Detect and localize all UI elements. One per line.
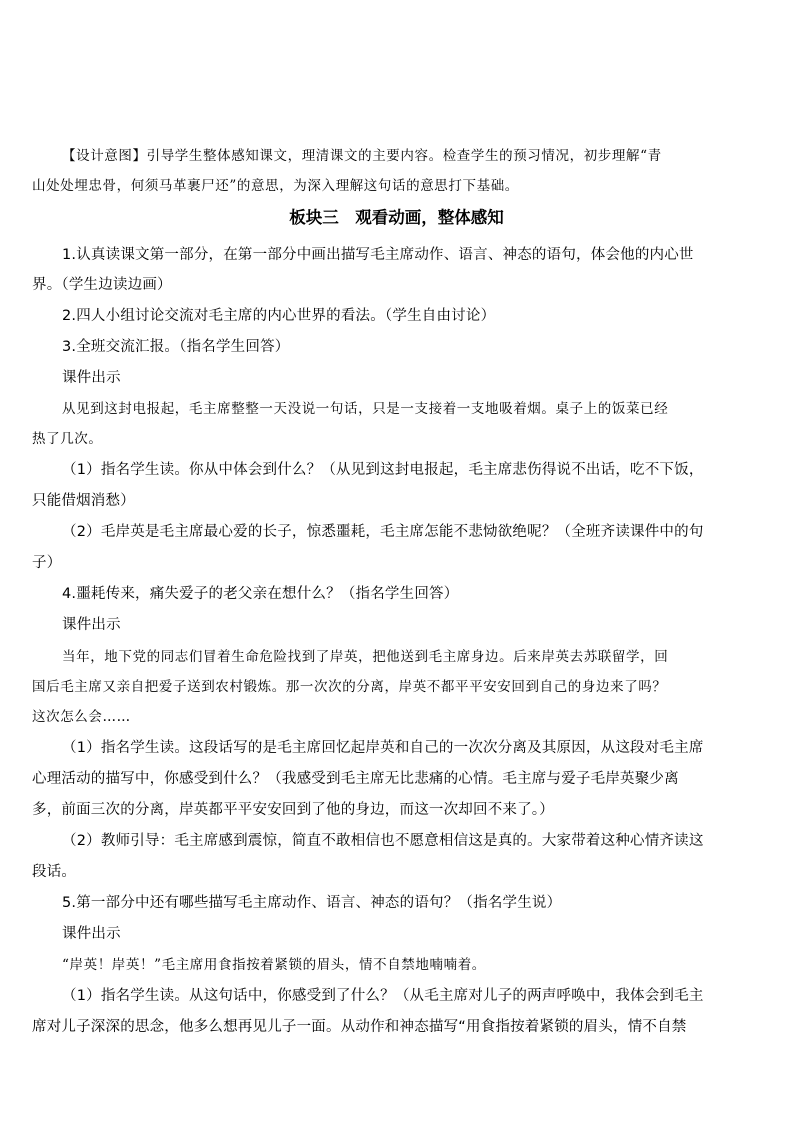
courseware-label-1: 课件出示 bbox=[62, 370, 121, 386]
step-5: 5.第一部分中还有哪些描写毛主席动作、语言、神态的语句？（指名学生说） bbox=[62, 895, 562, 911]
step-4: 4.噩耗传来，痛失爱子的老父亲在想什么？（指名学生回答） bbox=[62, 586, 459, 602]
quote-2-line-3: 这次怎么会…… bbox=[32, 709, 131, 725]
answer-3-line-2: 心理活动的描写中，你感受到什么？（我感受到毛主席无比悲痛的心情。毛主席与爱子毛岸英聚少离 bbox=[32, 771, 679, 787]
section-title: 板块三 观看动画，整体感知 bbox=[289, 208, 504, 227]
quote-2-line-1: 当年，地下党的同志们冒着生命危险找到了岸英，把他送到毛主席身边。后来岸英去苏联留学，回 bbox=[62, 649, 669, 665]
step-1-line-2: 界。（学生边读边画） bbox=[32, 277, 172, 293]
answer-3-line-3: 多，前面三次的分离，岸英都平平安安回到了他的身边，而这一次却回不来了。） bbox=[32, 802, 554, 818]
answer-2-line-2: 子） bbox=[32, 555, 62, 571]
design-intent-line-2: 山处处埋忠骨，何须马革裹尸还”的意思，为深入理解这句话的意思打下基础。 bbox=[32, 178, 519, 194]
answer-1-line-2: 只能借烟消愁） bbox=[32, 493, 135, 509]
answer-5-line-2: 席对儿子深深的思念，他多么想再见儿子一面。从动作和神态描写“用食指按着紧锁的眉头，情不自禁 bbox=[32, 1019, 687, 1035]
quote-2-line-2: 国后毛主席又亲自把爱子送到农村锻炼。那一次次的分离，岸英不都平平安安回到自己的身边来了吗？ bbox=[32, 679, 667, 695]
answer-4-line-2: 段话。 bbox=[32, 864, 77, 880]
answer-2-line-1: （2）毛岸英是毛主席最心爱的长子，惊悉噩耗，毛主席怎能不悲恸欲绝呢？（全班齐读课件中的句 bbox=[62, 524, 704, 540]
answer-5-line-1: （1）指名学生读。从这句话中，你感受到了什么？（从毛主席对儿子的两声呼唤中，我体会到毛主 bbox=[62, 988, 704, 1004]
answer-4-line-1: （2）教师引导：毛主席感到震惊，简直不敢相信也不愿意相信这是真的。大家带着这种心情齐读这 bbox=[62, 833, 704, 849]
answer-1-line-1: （1）指名学生读。你从中体会到什么？（从见到这封电报起，毛主席悲伤得说不出话，吃不下饭， bbox=[62, 462, 704, 478]
step-1-line-1: 1.认真读课文第一部分，在第一部分中画出描写毛主席动作、语言、神态的语句，体会他的内心世 bbox=[62, 247, 694, 263]
design-intent-line-1: 【设计意图】引导学生整体感知课文，理清课文的主要内容。检查学生的预习情况，初步理解“青 bbox=[62, 148, 662, 164]
quote-1-line-2: 热了几次。 bbox=[32, 431, 103, 447]
step-2: 2.四人小组讨论交流对毛主席的内心世界的看法。（学生自由讨论） bbox=[62, 308, 496, 324]
courseware-label-3: 课件出示 bbox=[62, 926, 121, 942]
quote-1-line-1: 从见到这封电报起，毛主席整整一天没说一句话，只是一支接着一支地吸着烟。桌子上的饭菜已经 bbox=[62, 401, 669, 417]
quote-3: “岸英！岸英！”毛主席用食指按着紧锁的眉头，情不自禁地喃喃着。 bbox=[62, 957, 486, 973]
answer-3-line-1: （1）指名学生读。这段话写的是毛主席回忆起岸英和自己的一次次分离及其原因，从这段对毛主席 bbox=[62, 740, 704, 756]
courseware-label-2: 课件出示 bbox=[62, 617, 121, 633]
step-3: 3.全班交流汇报。（指名学生回答） bbox=[62, 339, 290, 355]
